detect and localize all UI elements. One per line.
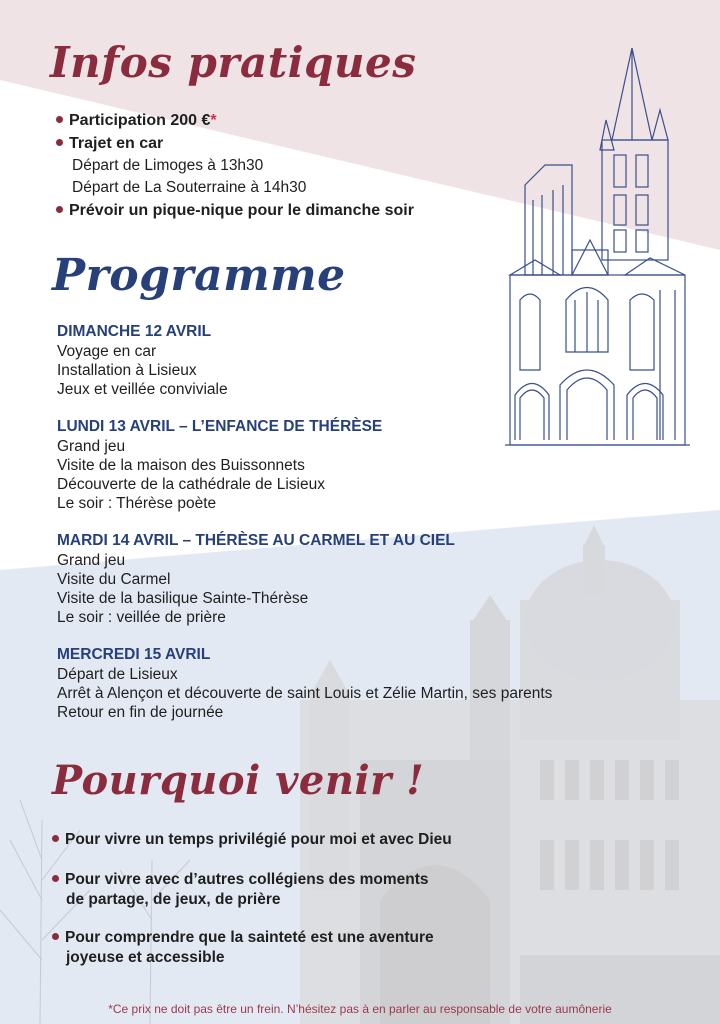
participation-item	[56, 110, 217, 132]
day-items	[57, 437, 325, 513]
list-item: Arrêt à Alençon et découverte de saint Louis et Zélie Martin, ses parents	[57, 685, 553, 702]
day-items	[57, 342, 228, 399]
reason-item	[52, 928, 434, 968]
day-items	[57, 665, 552, 722]
day-heading: MARDI 14 AVRIL – THÉRÈSE AU CARMEL ET AU CIEL	[57, 532, 455, 549]
piquenique-label: Prévoir un pique-nique pour le dimanche soir	[69, 202, 414, 219]
day-heading: LUNDI 13 AVRIL – L’ENFANCE DE THÉRÈSE	[57, 418, 383, 435]
bullet-icon	[52, 835, 59, 842]
piquenique-item	[56, 200, 414, 222]
list-item: Le soir : Thérèse poète	[57, 495, 217, 512]
programme-title: Programme	[52, 250, 346, 301]
list-item: Départ de Lisieux	[57, 666, 178, 683]
day-items	[57, 551, 308, 627]
reason-line-2: joyeuse et accessible	[66, 949, 225, 966]
infos-title: Infos pratiques	[50, 38, 417, 87]
depart-limoges: Départ de Limoges à 13h30	[72, 157, 264, 174]
bullet-icon	[56, 116, 63, 123]
bullet-icon	[52, 875, 59, 882]
list-item: Grand jeu	[57, 438, 126, 455]
day-heading: MERCREDI 15 AVRIL	[57, 646, 211, 663]
depart-souterraine: Départ de La Souterraine à 14h30	[72, 179, 307, 196]
participation-label: Participation 200 €	[69, 112, 211, 129]
list-item: Voyage en car	[57, 343, 157, 360]
list-item: Installation à Lisieux	[57, 362, 197, 379]
list-item: Découverte de la cathédrale de Lisieux	[57, 476, 325, 493]
reason-line-2: de partage, de jeux, de prière	[66, 891, 281, 908]
list-item: Visite de la maison des Buissonnets	[57, 457, 305, 474]
reason-line: Pour comprendre que la sainteté est une aventure	[65, 929, 434, 946]
list-item: Visite de la basilique Sainte-Thérèse	[57, 590, 309, 607]
list-item: Jeux et veillée conviviale	[57, 381, 228, 398]
list-item: Retour en fin de journée	[57, 704, 224, 721]
list-item: Visite du Carmel	[57, 571, 171, 588]
pourquoi-title: Pourquoi venir !	[52, 757, 425, 804]
reason-line: Pour vivre un temps privilégié pour moi et avec Dieu	[65, 831, 452, 848]
list-item: Le soir : veillée de prière	[57, 609, 226, 626]
reason-item	[52, 830, 452, 850]
reason-item	[52, 870, 429, 910]
trajet-item	[56, 133, 163, 155]
bullet-icon	[56, 206, 63, 213]
bullet-icon	[56, 139, 63, 146]
list-item: Grand jeu	[57, 552, 126, 569]
bullet-icon	[52, 933, 59, 940]
trajet-label: Trajet en car	[69, 135, 164, 152]
reason-line: Pour vivre avec d’autres collégiens des moments	[65, 871, 429, 888]
footnote: *Ce prix ne doit pas être un frein. N’hésitez pas à en parler au responsable de votre aumônerie	[108, 1002, 612, 1016]
participation-mark: *	[210, 112, 217, 129]
day-heading: DIMANCHE 12 AVRIL	[57, 323, 212, 340]
